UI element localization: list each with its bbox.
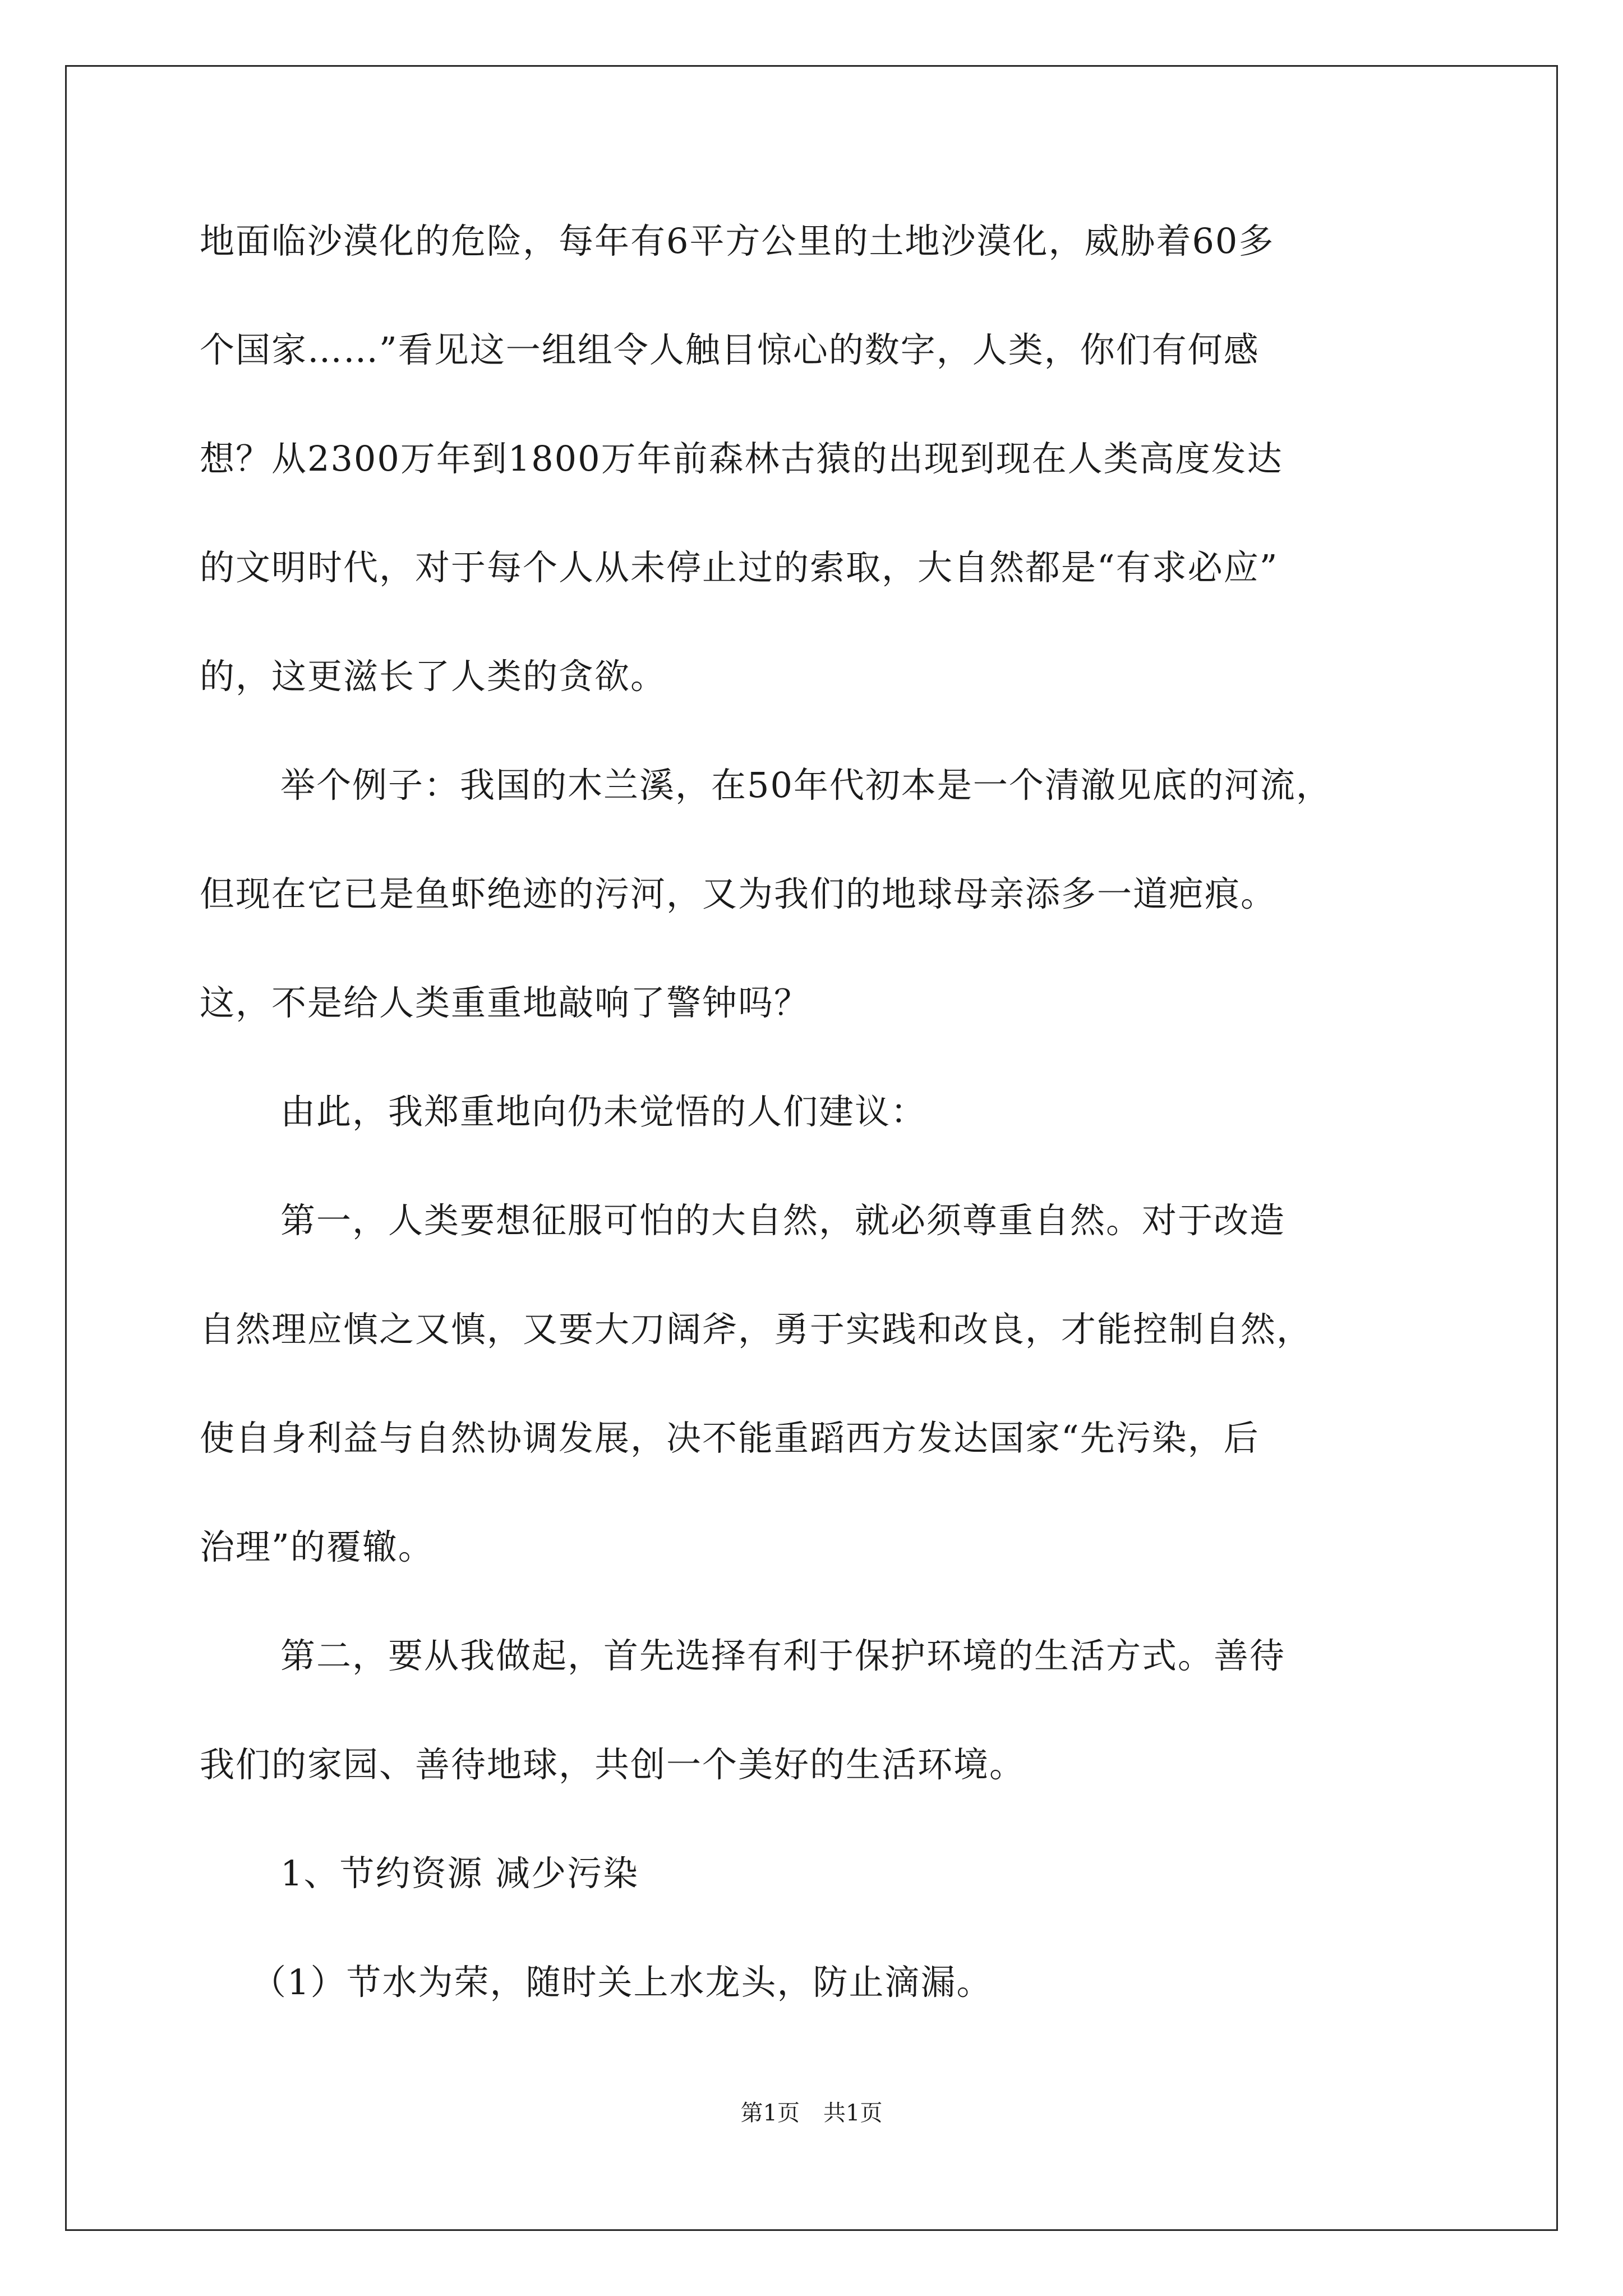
paragraph-start: 第二，要从我做起，首先选择有利于保护环境的生活方式。善待	[280, 1635, 1286, 1676]
text-line: 想？从2300万年到1800万年前森林古猿的出现到现在人类高度发达	[200, 438, 1283, 479]
list-item: （1）节水为荣，随时关上水龙头，防止滴漏。	[251, 1962, 993, 2003]
text-line: 治理”的覆辙。	[200, 1526, 434, 1567]
text-line: 但现在它已是鱼虾绝迹的污河，又为我们的地球母亲添多一道疤痕。	[200, 873, 1277, 914]
text-line: 我们的家园、善待地球，共创一个美好的生活环境。	[200, 1744, 1026, 1785]
text-line: 使自身利益与自然协调发展，决不能重蹈西方发达国家“先污染，后	[200, 1418, 1260, 1458]
text-line: 地面临沙漠化的危险，每年有6平方公里的土地沙漠化，威胁着60多	[200, 220, 1275, 261]
page-total: 共1页	[823, 2100, 883, 2126]
text-line: 的，这更滋长了人类的贪欲。	[200, 656, 667, 697]
text-line: 的文明时代，对于每个人从未停止过的索取，大自然都是“有求必应”	[200, 547, 1279, 588]
page-footer	[0, 2099, 1623, 2128]
text-line: 自然理应慎之又慎，又要大刀阔斧，勇于实践和改良，才能控制自然，	[200, 1309, 1313, 1350]
section-heading: 1、节约资源 减少污染	[280, 1853, 639, 1894]
paragraph-start: 第一，人类要想征服可怕的大自然，就必须尊重自然。对于改造	[280, 1200, 1286, 1241]
paragraph-start: 由此，我郑重地向仍未觉悟的人们建议：	[280, 1091, 927, 1132]
page-number: 第1页	[740, 2100, 800, 2126]
page-border	[65, 65, 1558, 2231]
text-line: 个国家……”看见这一组组令人触目惊心的数字，人类，你们有何感	[200, 329, 1260, 370]
text-line: 这，不是给人类重重地敲响了警钟吗？	[200, 982, 810, 1023]
paragraph-start: 举个例子：我国的木兰溪，在50年代初本是一个清澈见底的河流，	[280, 765, 1332, 806]
